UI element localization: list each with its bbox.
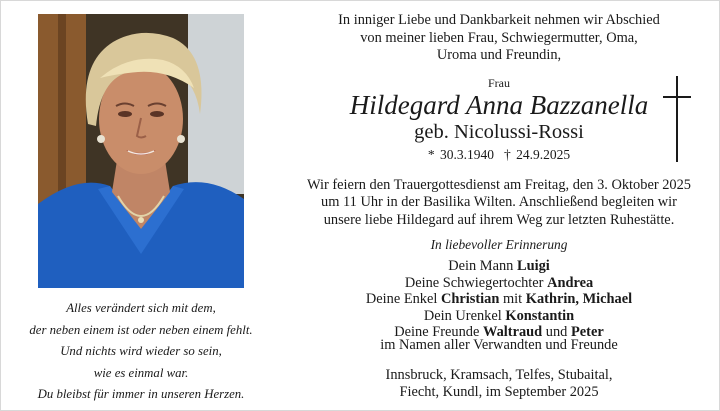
life-dates [291, 146, 707, 164]
family-line-daughter-in-law: Deine Schwiegertochter Andrea [404, 274, 594, 291]
birth-date: * 30.3.1940 [427, 146, 494, 162]
poem-line: der neben einem ist oder neben einem fehlt. [29, 322, 253, 337]
portrait-image [38, 14, 244, 288]
poem-line: Und nichts wird wieder so sein, [60, 344, 222, 359]
deceased-name: Hildegard Anna Bazzanella [349, 89, 649, 120]
friend-name: Peter [570, 324, 604, 341]
place-line: Innsbruck, Kramsach, Telfes, Stubaital, [385, 367, 613, 383]
poem-line: Alles verändert sich mit dem, [66, 301, 216, 315]
family-line-husband: Dein Mann Luigi [448, 258, 550, 274]
daughter-in-law-name: Andrea [547, 274, 594, 291]
place-line: Fiecht, Kundl, im September 2025 [399, 384, 599, 401]
maiden-name: geb. Nicolussi-Rossi [414, 120, 584, 143]
friend-name: Waltraud [483, 324, 543, 341]
great-grandchild-name: Konstantin [505, 307, 575, 324]
intro-line: In inniger Liebe und Dankbarkeit nehmen wir Abschied [338, 12, 660, 28]
poem-line: wie es einmal war. [93, 365, 189, 380]
grandchild-partner-names: Kathrin, Michael [525, 291, 633, 308]
intro-text [291, 12, 707, 65]
service-line: unsere liebe Hildegard auf ihrem Weg zur letzten Ruhestätte. [323, 211, 675, 228]
family-line-friends: Deine Freunde Waltraud und Peter [394, 324, 604, 341]
husband-name: Luigi [516, 258, 550, 274]
place-and-date [291, 367, 707, 402]
death-date: † 24.9.2025 [504, 146, 571, 162]
poem-line: Du bleibst für immer in unseren Herzen. [37, 387, 245, 402]
salutation: Frau [488, 75, 510, 90]
announcement-header [291, 12, 707, 164]
service-info [291, 177, 707, 229]
portrait-photo [38, 14, 244, 288]
family-line-great-grandchild: Dein Urenkel Konstantin [423, 307, 575, 324]
service-line: um 11 Uhr in der Basilika Wilten. Anschließend begleiten wir [321, 194, 677, 211]
family-line-grandchildren: Deine Enkel Christian mit Kathrin, Michael [365, 291, 633, 308]
memory-heading: In liebevoller Erinnerung [430, 237, 568, 252]
cross-icon [663, 76, 691, 162]
intro-line: Uroma und Freundin, [436, 47, 562, 63]
intro-line: von meiner lieben Frau, Schwiegermutter, Oma, [360, 29, 638, 46]
relatives-line: im Namen aller Verwandten und Freunde [380, 337, 618, 353]
family-list [291, 258, 707, 341]
poem [1, 298, 281, 406]
service-line: Wir feiern den Trauergottesdienst am Freitag, den 3. Oktober 2025 [306, 177, 692, 193]
grandchild-name: Christian [441, 291, 500, 308]
